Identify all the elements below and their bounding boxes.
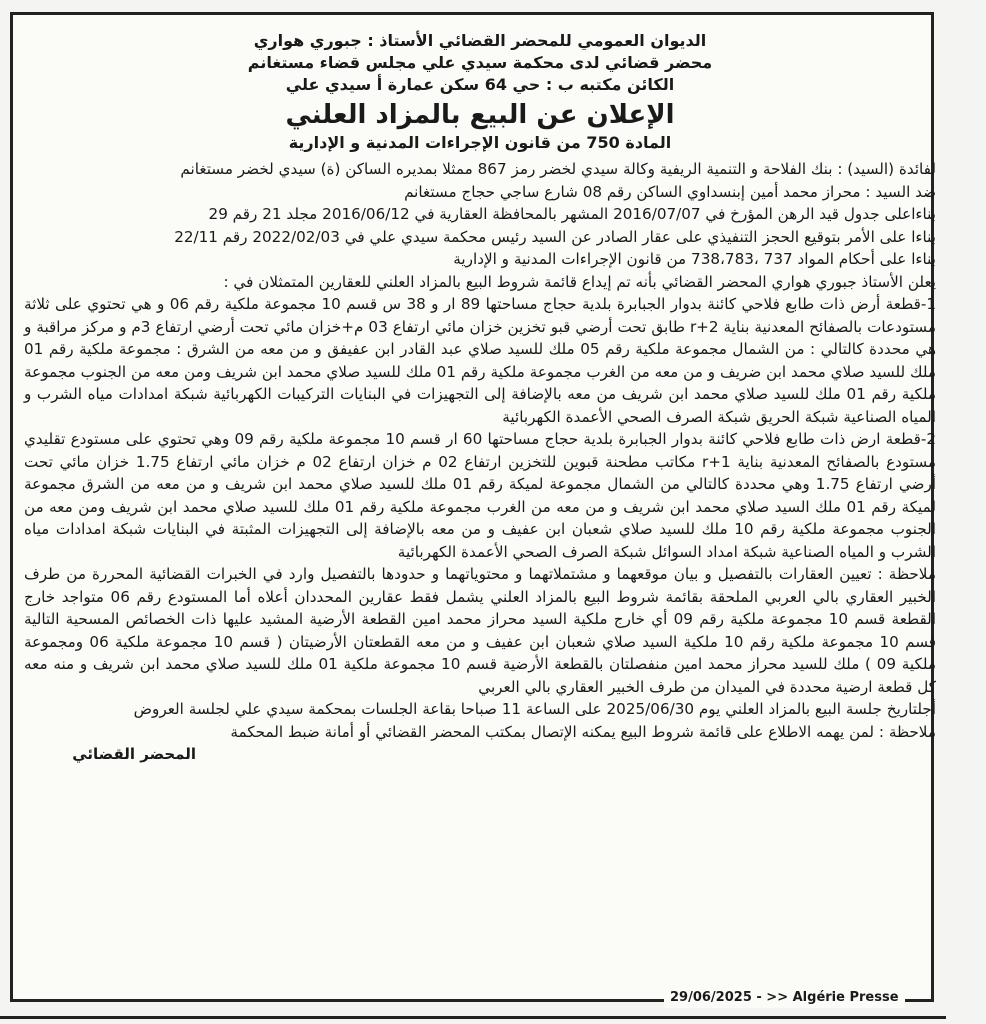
footer-source: 29/06/2025 - >> Algérie Presse — [664, 990, 905, 1008]
legal-articles-paragraph: بناءا على أحكام المواد 737 ،738،783 من قانون الإجراءات المدنية و الإدارية — [453, 250, 936, 268]
contact-remark-paragraph: ملاحظة : لمن يهمه الاطلاع على قائمة شروط البيع يمكنه الإتصال بمكتب المحضر القضائي أو أمانة ضبط المحكمة — [230, 722, 936, 741]
against-paragraph: ضد السيد : محراز محمد أمين إبنسداوي الساكن رقم 08 شارع ساجي حجاج مستغانم — [404, 182, 936, 201]
office-address-line: الكائن مكتبه ب : حي 64 سكن عمارة أ سيدي علي — [285, 75, 675, 94]
notice-subtitle: المادة 750 من قانون الإجراءات المدنية و الإدارية — [288, 133, 672, 152]
sale-date-paragraph: أجلتاريخ جلسة البيع بالمزاد العلني يوم 2025/06/30 على الساعة 11 صباحا بقاعة الجلسات بمحكمة سيدي علي لجلسة العروض — [133, 700, 936, 718]
remark-paragraph: ملاحظة : تعيين العقارات بالتفصيل و بيان موقعهما و مشتملاتهما و محتوياتهما و حدودها بالتفصيل وارد في الخبرات القضائية المحررة من طرف الخبير العقاري بالي العربي الملحقة بقائمة شروط البيع بالمزاد العلني يشمل فقط عقارين المحددان أعلاه أما المستودع رقم 06 متواجد خارج القطعة قسم 10 مجموعة ملكية رقم 09 أي خارج ملكية السيد محراز محمد امين القطعة الأرضية المشيد عليها ذات الخصائص المسحية التالية قسم 10 مجموعة ملكية رقم 10 ملكية السيد صلاي شعبان ابن عفيف و من معه القطعتان الأرضيتان ( قسم 10 مجموعة ملكية 06 ومجموعة ملكية 09 ) ملك للسيد محراز محمد امين منفصلتان بالقطعة الأرضية قسم 10 مجموعة ملكية 01 ملك للسيد صلاي محمد ابن شريف و منه معه كل قطعة ارضية محددة في الميدان من طرف الخبير العقاري بالي العربي — [24, 565, 937, 696]
bailiff-office-line: الديوان العمومي للمحضر القضائي الأستاذ : جبوري هواري — [253, 31, 707, 50]
court-line: محضر قضائي لدى محكمة سيدي علي مجلس قضاء مستغانم — [247, 53, 713, 72]
notice-body — [24, 158, 936, 743]
signature: المحضر القضائي — [72, 745, 196, 763]
seizure-order-paragraph: بناءا على الأمر بتوقيع الحجز التنفيذي على عقار الصادر عن السيد رئيس محكمة سيدي علي في 2022/02/03 رقم 22/11 — [174, 227, 936, 246]
announcement-paragraph: يعلن الأستاذ جبوري هواري المحضر القضائي بأنه تم إيداع قائمة شروط البيع بالمزاد العلني للعقارين المتمثلان في : — [223, 272, 936, 291]
notice-content — [24, 30, 936, 763]
property-2-paragraph: 2-قطعة ارض ذات طابع فلاحي كائنة بدوار الجبابرة بلدية حجاج مساحتها 60 ار قسم 10 مجموعة ملكية رقم 09 وهي تحتوي على مستودع تقليدي مستودع بالصفائح المعدنية بناية r+1 مكاتب مطحنة قبوين للتخزين ارتفاع 02 م خزان ارتفاع 02 م خزان مائي ارتفاع 1.75 خزان مائي تحت أرضي ارتفاع 1.75 وهي محددة كالتالي من الشمال مجموعة لميكة رقم 01 ملك للسيد صلاي محمد ابن شريف و من معه من الشرق مجموعة لميكة رقم 01 ملك السيد صلاي محمد ابن شريف و من معه من الغرب مجموعة ملكية رقم 01 ملك للسيد صلاي محمد ابن شريف ومن معه من الجنوب مجموعة ملكية رقم 10 ملك للسيد صلاي شعبان ابن عفيف و من معه بالإضافة إلى التجهيزات المثبتة في البنايات شبكة امدادات مياه الشرب و المياه الصناعية شبكة امداد السوائل شبكة الصرف الصحي الأعمدة الكهربائية — [24, 430, 937, 561]
notice-title: الإعلان عن البيع بالمزاد العلني — [285, 100, 675, 130]
beneficiary-paragraph: لفائدة (السيد) : بنك الفلاحة و التنمية الريفية وكالة سيدي لخضر رمز 867 ممثلا بمديره الساكن (ة) سيدي لخضر مستغانم — [180, 160, 936, 178]
property-1-paragraph: 1-قطعة أرض ذات طابع فلاحي كائنة بدوار الجبابرة بلدية حجاج مساحتها 89 ار و 38 س قسم 10 مجموعة ملكية رقم 06 و هي تحتوي على ثلاثة مستودعات بالصفائح المعدنية بناية r+2 طابق تحت أرضي قبو تخزين خزان مائي ارتفاع 03 م+خزان مائي تحت أرضي ارتفاع 3م و مركز مراقبة و هي محددة كالتالي : من الشمال مجموعة ملكية رقم 05 ملك للسيد صلاي عبد القادر ابن عفيفق و من معه من الشرق : مجموعة ملكية رقم 01 ملك للسيد صلاي محمد ابن ضريف و من معه من الغرب مجموعة ملكية رقم 01 ملك للسيد صلاي محمد ابن شريف ومن معه من الجنوب مجموعة ملكية رقم 01 ملك للسيد صلاي محمد ابن شريف من معه بالإضافة إلى التجهيزات في البنايات التركيبات الكهربائية شبكة امدادات مياه الشرب و المياه الصناعية شبكة الحريق شبكة الصرف الصحي الأعمدة الكهربائية — [24, 295, 936, 426]
mortgage-paragraph: بناءاعلى جدول قيد الرهن المؤرخ في 2016/07/07 المشهر بالمحافظة العقارية في 2016/06/12 مجلد 21 رقم 29 — [208, 205, 936, 223]
notice-header — [24, 30, 936, 154]
bottom-divider — [0, 1016, 946, 1019]
